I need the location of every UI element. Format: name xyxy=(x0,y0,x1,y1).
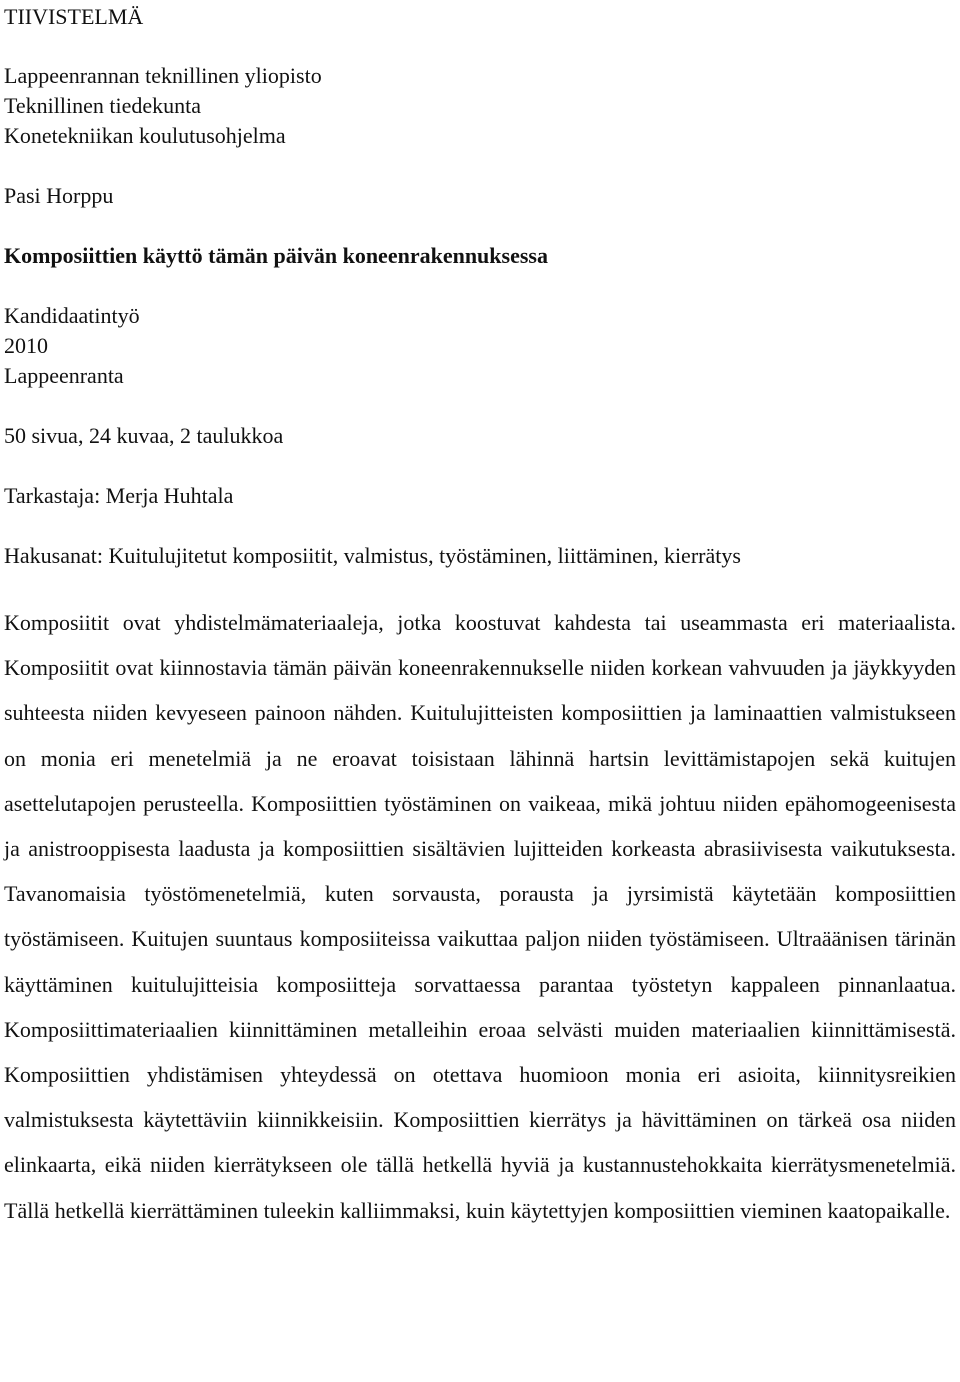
thesis-year: 2010 xyxy=(4,333,48,358)
university-name: Lappeenrannan teknillinen yliopisto xyxy=(4,63,322,88)
abstract-paragraph: Komposiitit ovat yhdistelmämateriaaleja, jotka koostuvat kahdesta tai useammasta eri materiaalista. Komposiitit ovat kiinnostavia tämän päivän koneenrakennukselle niiden korkean vahvuuden ja jäykkyyden suhteesta niiden kevyeseen painoon nähden. Kuitulujitteisten komposiittien ja laminaattien valmistukseen on monia eri menetelmiä ja ne eroavat toisistaan lähinnä hartsin levittämistapojen sekä kuitujen asettelutapojen perusteella. Komposiittien työstäminen on vaikeaa, mikä johtuu niiden epähomogeenisesta ja anistrooppisesta laadusta ja komposiittien sisältävien lujitteiden korkeasta abrasiivisesta vaikutuksesta. Tavanomaisia työstömenetelmiä, kuten sorvausta, porausta ja jyrsimistä käytetään komposiittien työstämiseen. Kuitujen suuntaus komposiiteissa vaikuttaa paljon niiden työstämiseen. Ultraäänisen tärinän käyttäminen kuitulujitteisia komposiitteja sorvattaessa parantaa työstetyn kappaleen pinnanlaatua. Komposiittimateriaalien kiinnittäminen metalleihin eroaa selvästi muiden materiaalien kiinnittämisestä. Komposiittien yhdistämisen yhteydessä on otettava huomioon monia eri asioita, kiinnitysreikien valmistuksesta käytettäviin kiinnikkeisiin. Komposiittien kierrätys ja hävittäminen on tärkeä osa niiden elinkaarta, eikä niiden kierrätykseen ole tällä hetkellä hyviä ja kustannustehokkaita kierrätysmenetelmiä. Tällä hetkellä kierrättäminen tuleekin kalliimmaksi, kuin käytettyjen komposiittien vieminen kaatopaikalle. xyxy=(4,610,956,1223)
keywords: Hakusanat: Kuitulujitetut komposiitit, valmistus, työstäminen, liittäminen, kierrätys xyxy=(4,543,741,568)
thesis-title: Komposiittien käyttö tämän päivän koneenrakennuksessa xyxy=(4,243,548,268)
thesis-type: Kandidaatintyö xyxy=(4,303,140,328)
page-heading: TIIVISTELMÄ xyxy=(4,4,144,29)
examiner: Tarkastaja: Merja Huhtala xyxy=(4,483,234,508)
author-name: Pasi Horppu xyxy=(4,183,114,208)
thesis-extent: 50 sivua, 24 kuvaa, 2 taulukkoa xyxy=(4,423,284,448)
degree-program: Konetekniikan koulutusohjelma xyxy=(4,123,286,148)
faculty-name: Teknillinen tiedekunta xyxy=(4,93,202,118)
thesis-place: Lappeenranta xyxy=(4,363,124,388)
